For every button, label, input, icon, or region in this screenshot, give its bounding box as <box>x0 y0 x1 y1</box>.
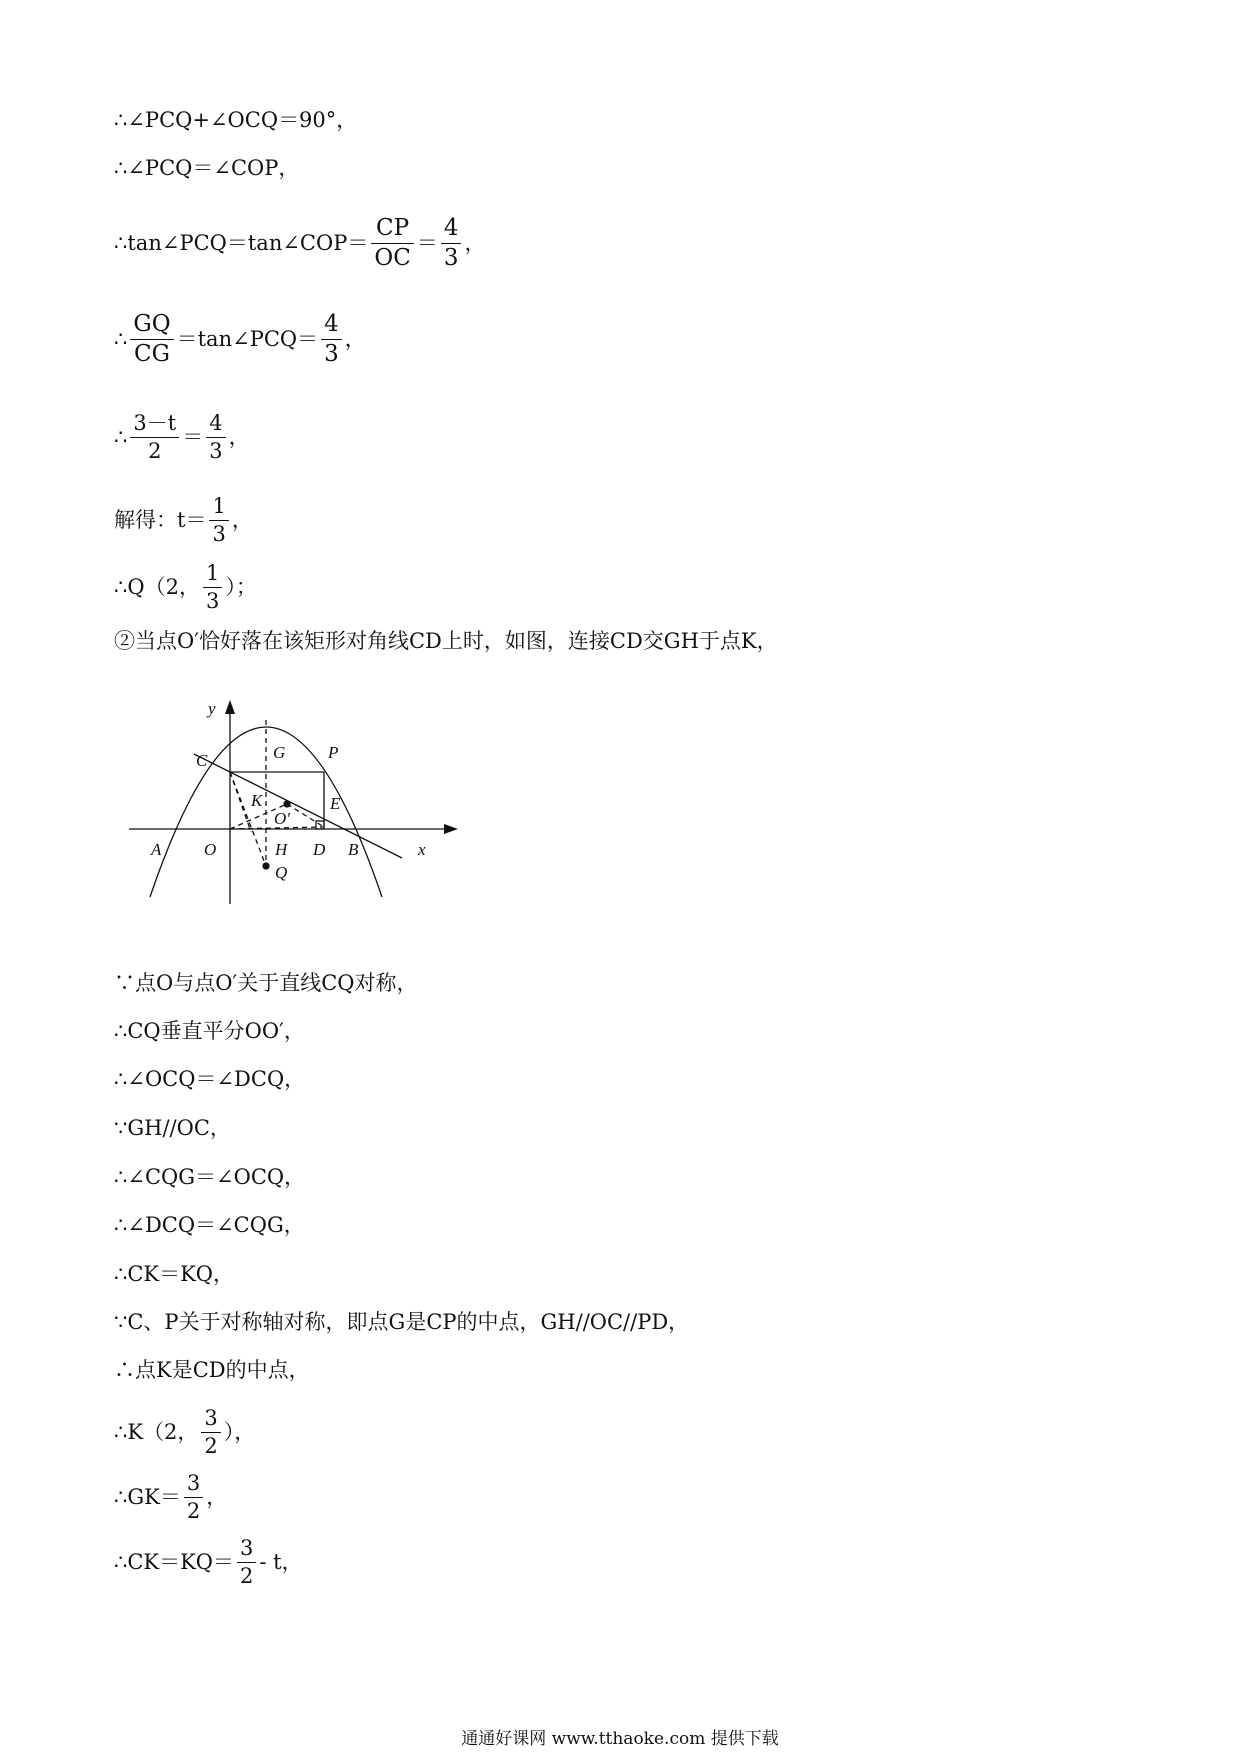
line-text-suffix: ， <box>231 507 253 532</box>
line-text-mid: ＝ <box>182 424 204 449</box>
label-o: O <box>204 840 217 859</box>
fraction <box>130 310 173 369</box>
solution-line <box>114 108 357 132</box>
line-text: ∴点K是CD的中点， <box>114 1357 310 1382</box>
line-cb <box>194 754 402 858</box>
fraction-numerator: 3 <box>184 1470 203 1497</box>
fraction <box>201 1405 220 1459</box>
solution-line <box>114 213 485 273</box>
label-e: E <box>330 794 341 813</box>
line-text: ∴GK＝ <box>114 1484 181 1509</box>
fraction-numerator: 4 <box>321 310 342 340</box>
fraction-denominator: 3 <box>209 438 223 463</box>
line-text: ∴∠PCQ+∠OCQ＝90°， <box>114 107 358 132</box>
fraction-numerator: 1 <box>209 493 228 520</box>
line-text: ∴∠OCQ＝∠DCQ， <box>114 1066 306 1091</box>
solution-line <box>114 490 253 550</box>
line-text-suffix: ， <box>228 424 250 449</box>
label-q: Q <box>275 863 288 882</box>
fraction-numerator: 4 <box>441 214 462 244</box>
fraction-numerator: 3－t <box>130 410 179 437</box>
page-footer: 通通好课网 www.tthaoke.com 提供下载 <box>461 1729 779 1749</box>
solution-line <box>114 1019 305 1043</box>
line-text: ∴CK＝KQ＝ <box>114 1549 235 1574</box>
y-axis-arrow <box>225 700 235 714</box>
fraction <box>371 214 413 273</box>
line-text: ∵C、P关于对称轴对称，即点G是CP的中点，GH//OC//PD， <box>114 1309 690 1334</box>
fraction-denominator: 3 <box>212 521 226 546</box>
fraction <box>203 560 222 614</box>
line-text-suffix: ， <box>464 230 486 255</box>
line-text-suffix: ， <box>206 1484 228 1509</box>
solution-line <box>114 1467 227 1527</box>
label-g: G <box>273 743 286 762</box>
fraction-numerator: 3 <box>237 1535 256 1562</box>
line-text: ∴∠CQG＝∠OCQ， <box>114 1164 306 1189</box>
solution-line <box>114 1358 310 1382</box>
line-text-mid: ＝tan∠PCQ＝ <box>176 326 319 351</box>
line-text: ∵GH//OC， <box>114 1115 231 1140</box>
fraction <box>209 493 228 547</box>
fraction-denominator: CG <box>134 340 170 367</box>
fraction-numerator: CP <box>371 214 413 244</box>
point-q <box>263 863 269 869</box>
line-text: ∴CK＝KQ， <box>114 1261 235 1286</box>
fraction-denominator: 2 <box>148 438 162 463</box>
fraction-numerator: GQ <box>130 310 173 340</box>
line-text-suffix: ）； <box>225 574 257 599</box>
label-y: y <box>208 699 216 718</box>
fraction-denominator: OC <box>374 244 411 271</box>
line-text: ∴∠PCQ＝∠COP， <box>114 155 300 180</box>
fraction-denominator: 3 <box>324 340 339 367</box>
fraction <box>237 1535 256 1589</box>
fraction <box>130 410 179 464</box>
fraction <box>184 1470 203 1524</box>
solution-line <box>114 1213 305 1237</box>
label-c: C <box>196 751 208 770</box>
label-o-prime: O′ <box>274 809 290 828</box>
solution-line <box>114 1067 305 1091</box>
label-k: K <box>251 791 263 810</box>
fraction-numerator: 1 <box>203 560 222 587</box>
label-h: H <box>275 840 288 859</box>
solution-line <box>114 557 257 617</box>
solution-line <box>114 1532 303 1592</box>
line-text: ∴CQ垂直平分OO′， <box>114 1018 305 1043</box>
solution-line <box>114 309 366 369</box>
label-p: P <box>328 743 339 762</box>
segment-cq <box>230 772 266 866</box>
label-a: A <box>151 840 162 859</box>
solution-line <box>114 1165 305 1189</box>
line-text: ∴ <box>114 424 128 449</box>
solution-line <box>114 1262 234 1286</box>
line-text-suffix: ， <box>344 326 366 351</box>
fraction <box>441 214 462 273</box>
label-b: B <box>348 840 359 859</box>
solution-line <box>114 407 250 467</box>
line-text: 解得：t＝ <box>114 507 207 532</box>
line-text: ∵点O与点O′关于直线CQ对称， <box>114 970 418 995</box>
parabola-figure <box>126 692 466 912</box>
solution-line <box>114 629 778 653</box>
label-x: x <box>418 840 426 859</box>
line-text: ∴ <box>114 326 128 351</box>
x-axis-arrow <box>444 824 458 834</box>
fraction-denominator: 2 <box>240 1563 254 1588</box>
point-o-prime <box>284 801 290 807</box>
solution-line <box>114 1402 255 1462</box>
solution-line <box>114 971 417 995</box>
line-text-mid: ＝ <box>416 230 438 255</box>
line-text: ∴Q（2， <box>114 574 200 599</box>
line-text-suffix: - t， <box>259 1549 303 1574</box>
solution-line <box>114 1310 689 1334</box>
fraction-denominator: 3 <box>205 588 220 613</box>
fraction-numerator: 3 <box>201 1405 220 1432</box>
fraction-denominator: 2 <box>204 1433 218 1458</box>
line-text: ∴∠DCQ＝∠CQG， <box>114 1212 305 1237</box>
label-d: D <box>313 840 326 859</box>
line-text: ∴K（2， <box>114 1419 199 1444</box>
fraction <box>206 410 225 464</box>
line-text: ∴tan∠PCQ＝tan∠COP＝ <box>114 230 369 255</box>
fraction-denominator: 2 <box>186 1498 201 1523</box>
fraction <box>321 310 342 369</box>
line-text: ②当点O′恰好落在该矩形对角线CD上时，如图，连接CD交GH于点K， <box>114 628 778 653</box>
solution-line <box>114 156 299 180</box>
fraction-denominator: 3 <box>443 244 459 271</box>
line-text-suffix: ）， <box>223 1419 256 1444</box>
solution-line <box>114 1116 231 1140</box>
fraction-numerator: 4 <box>206 410 225 437</box>
